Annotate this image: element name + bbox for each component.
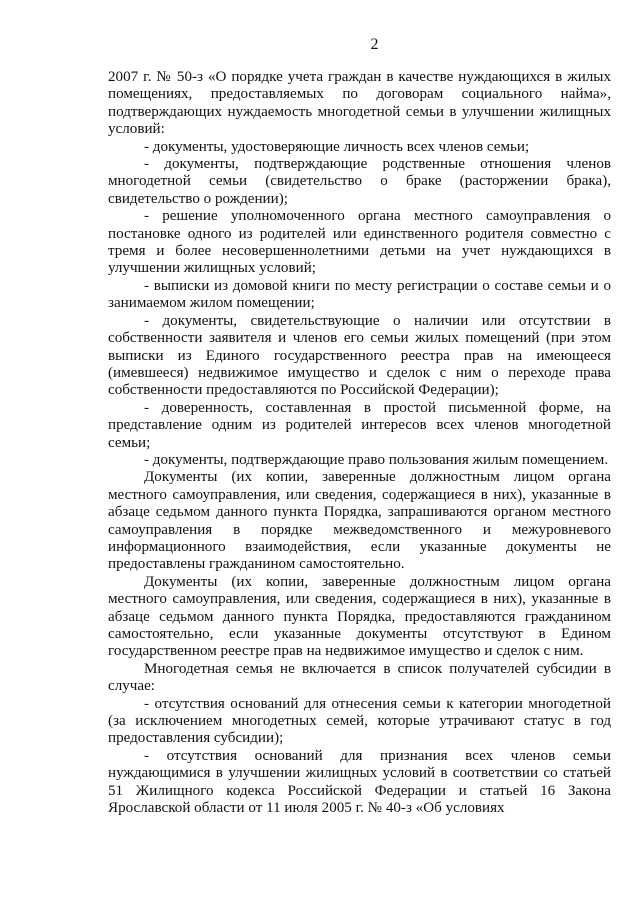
list-item-ownership-documents: - документы, свидетельствующие о наличии или отсутствии в собственности заявителя и членов его семьи жилых помещений (при этом выписки из Единого государственного реестра прав на имеющееся (имевшееся) недвижимое имущество и сделок с ним о переходе права собственности предоставляются по Российской Федерации);: [108, 312, 611, 399]
document-body: [108, 69, 611, 817]
paragraph-interagency-request: Документы (их копии, заверенные должностным лицом органа местного самоуправления, или сведения, содержащиеся в них), указанные в абзаце седьмом данного пункта Порядка, запрашиваются органом местного самоуправления в порядке межведомственного и межуровневого информационного взаимодействия, если указанные документы не предоставлены гражданином самостоятельно.: [108, 469, 611, 573]
list-item-usage-right-documents: - документы, подтверждающие право пользования жилым помещением.: [144, 451, 609, 468]
list-item-exclusion-housing-need: - отсутствия оснований для признания всех членов семьи нуждающимися в улучшении жилищных условий в соответствии со статьей 51 Жилищного кодекса Российской Федерации и статьей 16 Закона Ярославской области от 11 июля 2005 г. № 40-з «Об условиях: [108, 747, 611, 817]
page-number: 2: [370, 36, 379, 53]
list-item-registration-decision: - решение уполномоченного органа местного самоуправления о постановке одного из родителей или единственного родителя совместно с тремя и более несовершеннолетними детьми на учет нуждающихся в улучшении жилищных условий;: [108, 208, 611, 277]
list-item-house-book-extracts: - выписки из домовой книги по месту регистрации о составе семьи и о занимаемом жилом помещении;: [108, 277, 611, 312]
list-item-identity-documents: - документы, удостоверяющие личность всех членов семьи;: [144, 138, 530, 155]
list-item-kinship-documents: - документы, подтверждающие родственные отношения членов многодетной семьи (свидетельство о браке (расторжении брака), свидетельство о рождении);: [108, 156, 611, 207]
paragraph-self-submission: Документы (их копии, заверенные должностным лицом органа местного самоуправления, или сведения, содержащиеся в них), указанные в абзаце седьмом данного пункта Порядка, предоставляются гражданином самостоятельно, если указанные документы отсутствуют в Едином государственном реестре прав на недвижимое имущество и сделок с ним.: [108, 573, 611, 660]
list-item-power-of-attorney: - доверенность, составленная в простой письменной форме, на представление одним из родителей интересов всех членов многодетной семьи;: [108, 399, 611, 451]
list-item-exclusion-category: - отсутствия оснований для отнесения семьи к категории многодетной (за исключением многодетных семей, которые утрачивают статус в год предоставления субсидии);: [108, 695, 611, 747]
paragraph-intro: 2007 г. № 50-з «О порядке учета граждан в качестве нуждающихся в жилых помещениях, предоставляемых по договорам социального найма», подтверждающих нуждаемость многодетной семьи в улучшении жилищных условий:: [108, 69, 611, 138]
document-page: [108, 36, 611, 817]
paragraph-exclusion-intro: Многодетная семья не включается в список получателей субсидии в случае:: [108, 660, 611, 695]
